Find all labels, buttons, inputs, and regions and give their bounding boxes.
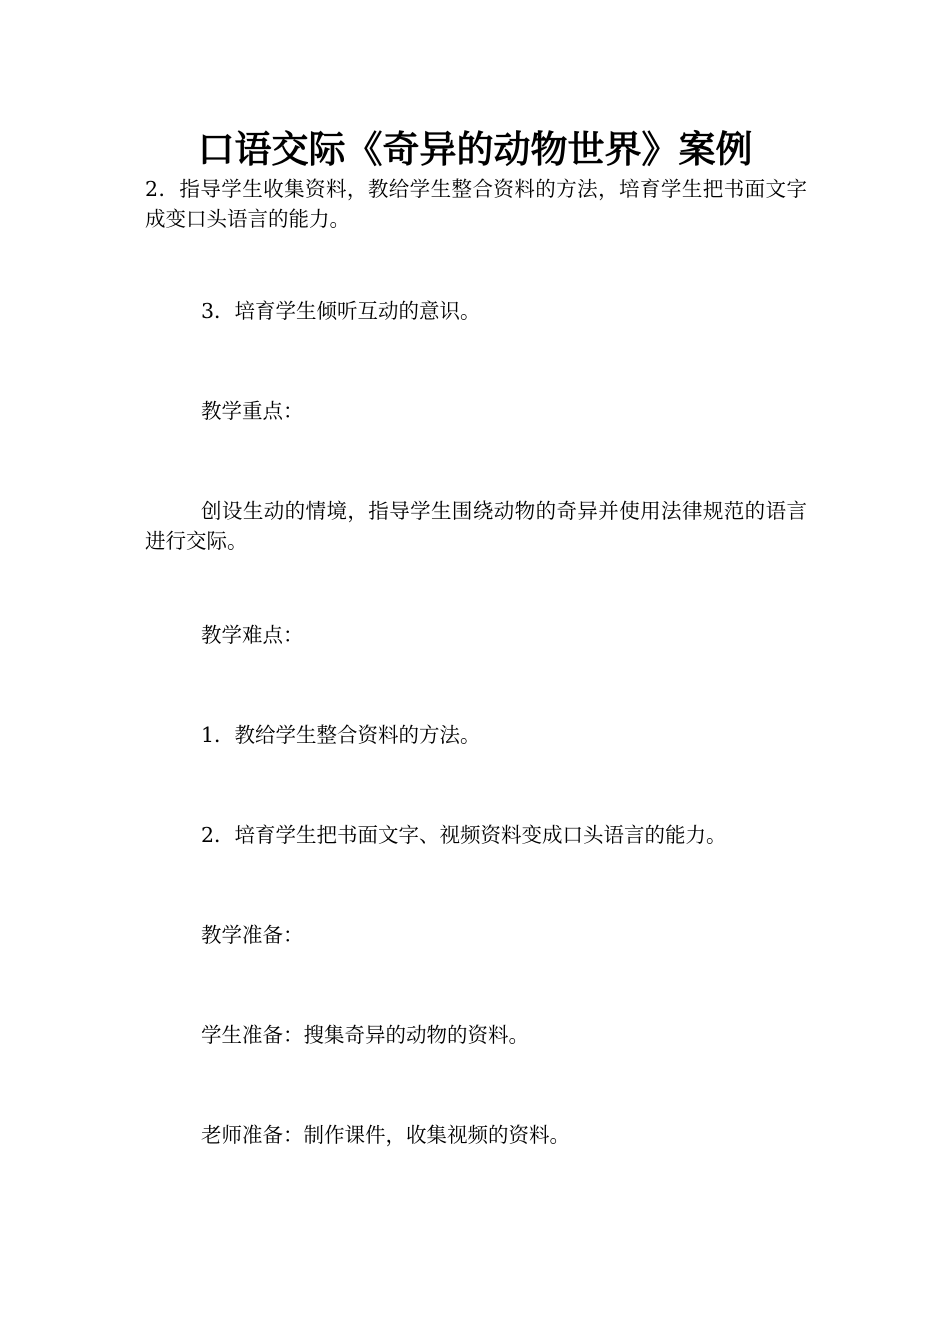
paragraph-teacher-preparation: 老师准备：制作课件，收集视频的资料。 — [201, 1123, 570, 1147]
paragraph-key-points: 创设生动的情境，指导学生围绕动物的奇异并使用法律规范的语言进行交际。 — [145, 499, 807, 553]
paragraph-objective-2: 2．指导学生收集资料，教给学生整合资料的方法，培育学生把书面文字成变口头语言的能力。 — [145, 177, 807, 231]
paragraph-student-preparation: 学生准备：搜集奇异的动物的资料。 — [201, 1023, 529, 1047]
paragraph-objective-3: 3．培育学生倾听互动的意识。 — [201, 299, 481, 323]
document-title: 口语交际《奇异的动物世界》案例 — [197, 128, 753, 171]
heading-difficulties: 教学难点： — [201, 623, 304, 647]
heading-preparation: 教学准备： — [201, 923, 304, 947]
heading-key-points: 教学重点： — [201, 399, 304, 423]
paragraph-difficulty-1: 1．教给学生整合资料的方法。 — [201, 723, 481, 747]
paragraph-difficulty-2: 2．培育学生把书面文字、视频资料变成口头语言的能力。 — [201, 823, 727, 847]
